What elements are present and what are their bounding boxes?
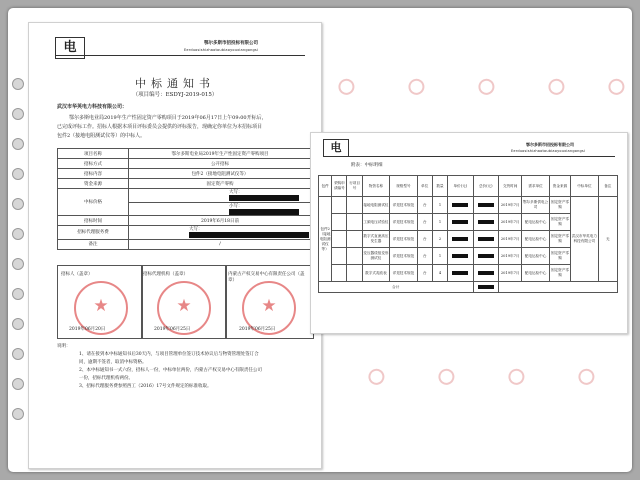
demand-unit: 配电运检中心 [522, 231, 549, 248]
item-name: 变压器绕组变形测试仪 [362, 248, 389, 265]
table-row [58, 216, 312, 226]
winning-bidder: 武汉市华英电力科技有限公司 [571, 197, 598, 282]
table-row [58, 169, 312, 179]
item-qty: 1 [432, 248, 447, 265]
signature-date: 2019年06月25日 [154, 327, 191, 332]
unit-price [448, 214, 473, 231]
column-header: 总价(元) [473, 176, 498, 197]
note-line: 2、本中标通知书一式六份，招标人一份，中标单位两份，内蒙古产权交易中心有限责任公司 [79, 368, 262, 373]
row-value: 公开招标 [129, 159, 312, 169]
column-header: 物资名称 [362, 176, 389, 197]
watermark-logo [545, 74, 568, 98]
redacted-cell [347, 214, 362, 231]
item-spec: 详见技术规范 [390, 197, 417, 214]
binder-ring [12, 318, 24, 330]
column-header: 包件 [319, 176, 332, 197]
item-qty: 4 [432, 265, 447, 282]
note-line: 同，逾期不签者，取消中标资格。 [79, 360, 147, 365]
item-spec: 详见技术规范 [390, 214, 417, 231]
redacted-cell [332, 214, 347, 231]
binder-ring [12, 168, 24, 180]
item-name: 数字式兆欧表 [362, 265, 389, 282]
watermark-logo [365, 364, 388, 388]
demand-unit: 配电运检中心 [522, 265, 549, 282]
redacted-value [452, 271, 468, 275]
watermark-logo [475, 74, 498, 98]
delivery-date: 2019年7月 [498, 214, 521, 231]
fund-source: 固定资产零购 [549, 231, 570, 248]
redacted-value [229, 209, 299, 215]
redacted-value [452, 254, 468, 258]
price-lower [129, 202, 312, 216]
column-header: 需求单位 [522, 176, 549, 197]
row-label: 备注 [58, 239, 129, 249]
award-notice-page [28, 22, 322, 469]
unit-price [448, 197, 473, 214]
recipient: 武汉市华英电力科技有限公司： [57, 104, 128, 110]
total-price [473, 231, 498, 248]
grand-total [473, 282, 498, 293]
item-name: 数字式直流高压发生器 [362, 231, 389, 248]
item-unit: 台 [417, 231, 432, 248]
redacted-value [478, 220, 494, 224]
column-header: 数量 [432, 176, 447, 197]
notes-title: 说明： [57, 344, 71, 349]
row-label: 资金来源 [58, 179, 129, 189]
signature-label: 招标代理机构（盖章） [143, 272, 188, 277]
company-name: 鄂尔多斯市招投标有限公司 [204, 41, 258, 46]
official-seal: ★ [74, 281, 128, 335]
header-rule [55, 55, 305, 56]
row-value: 2019年6月18日前 [129, 216, 312, 226]
redacted-value [229, 195, 299, 201]
fund-source: 固定资产零购 [549, 265, 570, 282]
redacted-value [189, 232, 309, 238]
delivery-date: 2019年7月 [498, 248, 521, 265]
redacted-cell [347, 197, 362, 214]
item-qty: 1 [432, 197, 447, 214]
company-name-en: Eerduosishizhaotoubiaoyouxiangongsi [511, 149, 586, 153]
row-label: 招标方式 [58, 159, 129, 169]
signature-label: 招标人（盖章） [61, 272, 93, 277]
redacted-value [478, 271, 494, 275]
table-row [58, 239, 312, 249]
binder-ring [12, 348, 24, 360]
watermark-logo [505, 364, 528, 388]
signature-date: 2019年06月20日 [69, 327, 106, 332]
redacted-value [452, 203, 468, 207]
total-price [473, 214, 498, 231]
fee-upper-label: 大写： [189, 227, 203, 232]
redacted-cell [332, 197, 347, 214]
fee-value [129, 226, 312, 240]
price-upper [129, 189, 312, 203]
item-unit: 台 [417, 214, 432, 231]
column-header: 中标单位 [571, 176, 598, 197]
binder-ring [12, 288, 24, 300]
item-qty: 2 [432, 231, 447, 248]
redacted-value [478, 237, 494, 241]
row-value: / [129, 239, 312, 249]
row-value: 固定资产零购 [129, 179, 312, 189]
table-row [58, 189, 312, 203]
column-header: 行项目号 [347, 176, 362, 197]
binder-ring [12, 138, 24, 150]
row-label: 招标时间 [58, 216, 129, 226]
redacted-value [452, 237, 468, 241]
company-logo: 电 [55, 37, 85, 59]
note-line: 3、招标代理服务费参照西工（2016）17号文件规定的标准收取。 [79, 384, 212, 389]
demand-unit: 鄂尔多斯供电公司 [522, 197, 549, 214]
watermark-logo [605, 74, 628, 98]
redacted-value [452, 220, 468, 224]
item-unit: 台 [417, 197, 432, 214]
binder-ring [12, 198, 24, 210]
item-spec: 详见技术规范 [390, 265, 417, 282]
row-value: 包件2（接地电阻测试仪等） [129, 169, 312, 179]
total-price [473, 265, 498, 282]
redacted-cell [332, 248, 347, 265]
fund-source: 固定资产零购 [549, 197, 570, 214]
row-label: 中标价格 [58, 189, 129, 216]
item-name: 工频电压试验仪 [362, 214, 389, 231]
binder-ring [12, 108, 24, 120]
fund-source: 固定资产零购 [549, 214, 570, 231]
header-rule [323, 156, 615, 157]
attachment-title: 附表：中标明细 [351, 163, 383, 168]
body-line: 包件2（接地电阻测试仪等）的中标人。 [57, 133, 146, 139]
unit-price [448, 248, 473, 265]
company-logo: 电 [323, 139, 349, 157]
binder-ring [12, 78, 24, 90]
redacted-value [478, 254, 494, 258]
watermark-logo [575, 364, 598, 388]
table-header-row [319, 176, 618, 197]
total-price [473, 248, 498, 265]
redacted-cell [347, 265, 362, 282]
unit-price [448, 231, 473, 248]
table-row [58, 179, 312, 189]
package-cell: 包件2（接地电阻测试仪等） [319, 197, 332, 282]
notice-info-table [57, 148, 312, 250]
signature-date: 2019年06月25日 [239, 327, 276, 332]
delivery-date: 2019年7月 [498, 231, 521, 248]
watermark-logo [335, 74, 358, 98]
unit-price [448, 265, 473, 282]
row-value: 鄂尔多斯电业局2019年生产性固定资产零购项目 [129, 149, 312, 159]
fund-source: 固定资产零购 [549, 248, 570, 265]
row-label: 项目名称 [58, 149, 129, 159]
table-row [58, 159, 312, 169]
remark-cell: 无 [598, 197, 617, 282]
project-number: （项目编号：ESDYJ-2019-015） [132, 92, 218, 98]
price-upper-label: 大写： [229, 190, 243, 195]
demand-unit: 配电运检中心 [522, 214, 549, 231]
award-detail-page [310, 132, 628, 334]
redacted-value [478, 203, 494, 207]
total-row [319, 282, 618, 293]
redacted-value [478, 285, 494, 289]
redacted-cell [332, 265, 347, 282]
detail-table [318, 175, 618, 293]
table-row [319, 197, 618, 214]
delivery-date: 2019年7月 [498, 197, 521, 214]
body-line: 已完成评标工作。招标人根据本项目评标委员会提供的评标报告，现确定你单位为本招标项目 [57, 124, 263, 130]
demand-unit: 配电运检中心 [522, 248, 549, 265]
total-spacer [498, 282, 617, 293]
notice-title: 中标通知书 [135, 77, 215, 90]
item-spec: 详见技术规范 [390, 231, 417, 248]
total-label: 合计 [319, 282, 474, 293]
official-seal: ★ [157, 281, 211, 335]
binder-ring [12, 258, 24, 270]
company-name-en: Eerduosishizhaotoubiaoyouxiangongsi [184, 48, 259, 52]
company-name: 鄂尔多斯市招投标有限公司 [526, 142, 574, 147]
redacted-cell [347, 248, 362, 265]
item-spec: 详见技术规范 [390, 248, 417, 265]
price-lower-label: 小写： [229, 203, 243, 209]
row-label: 招标代理服务费 [58, 226, 129, 240]
delivery-date: 2019年7月 [498, 265, 521, 282]
redacted-cell [332, 231, 347, 248]
item-unit: 台 [417, 248, 432, 265]
body-line: 鄂尔多斯电业局2019年生产性固定资产零购项目于2019年06月17日上午09:00开标后， [69, 115, 267, 121]
table-row [58, 149, 312, 159]
official-seal: ★ [242, 281, 296, 335]
column-header: 单价(元) [448, 176, 473, 197]
binder-ring [12, 228, 24, 240]
binder-page [8, 8, 632, 472]
item-unit: 台 [417, 265, 432, 282]
column-header: 单位 [417, 176, 432, 197]
binder-ring [12, 378, 24, 390]
signature-label: 内蒙古产权交易中心有限责任公司（盖章） [228, 272, 305, 283]
column-header: 资金来源 [549, 176, 570, 197]
item-name: 接地电阻测试仪 [362, 197, 389, 214]
redacted-cell [347, 231, 362, 248]
column-header: 规格型号 [390, 176, 417, 197]
watermark-logo [435, 364, 458, 388]
row-label: 招标内容 [58, 169, 129, 179]
table-row [58, 226, 312, 240]
binder-ring [12, 408, 24, 420]
note-line: 1、请在接到本中标通知书后30天内，与项目管理单位签订技术协议后与物资管理处签订合 [79, 352, 259, 357]
column-header: 采购申请编号 [332, 176, 347, 197]
note-line: 一份，招标代理机构两份。 [79, 376, 133, 381]
column-header: 交货时间 [498, 176, 521, 197]
column-header: 备注 [598, 176, 617, 197]
item-qty: 1 [432, 214, 447, 231]
watermark-logo [405, 74, 428, 98]
total-price [473, 197, 498, 214]
